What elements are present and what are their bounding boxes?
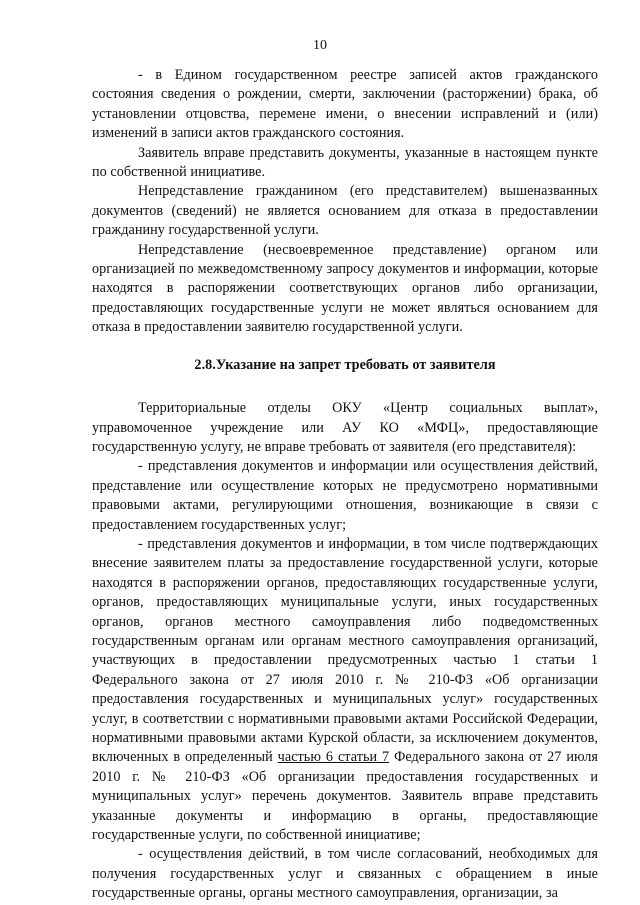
paragraph-registry-info: - в Едином государственном реестре записей актов гражданского состояния сведения о рождении, смерти, заключении (расторжении) брака, об установлении отцовства, перемене имени, о внесении исправлений и (или) изменений в записи актов гражданского состояния.: [92, 67, 598, 142]
paragraph-interagency-request: Непредставление (несвоевременное представление) органом или организацией по межведомственному запросу документов и информации, которые находятся в распоряжении соответствующих органов либо организации, предоставляющих государственные услуги не может являться основанием для отказа в предоставлении заявителю государственной услуги.: [92, 241, 598, 336]
list-item-documents-in-possession: [92, 535, 598, 846]
section-heading: 2.8.Указание на запрет требовать от заявителя: [194, 356, 496, 373]
paragraph-applicant-right: Заявитель вправе представить документы, указанные в настоящем пункте по собственной инициативе.: [92, 144, 598, 181]
list-item-actions-not-required: - осуществления действий, в том числе согласований, необходимых для получения государственных услуг и связанных с обращением в иные государственные органы, органы местного самоуправления, организации, за: [92, 846, 598, 902]
paragraph-prohibition-intro: Территориальные отделы ОКУ «Центр социальных выплат», управомоченное учреждение или АУ КО «МФЦ», предоставляющие государственную услугу, не вправе требовать от заявителя (его представителя):: [92, 400, 598, 455]
list-item-text: Федерального закона от 27 июля 2010 г. № 210-ФЗ «Об организации предоставления государственных и муниципальных услуг» перечень документов. Заявитель вправе представить указанные документы и информацию в органы, предоставляющие государственные услуги, по собственной инициативе;: [92, 749, 598, 844]
law-reference-link[interactable]: частью 6 статьи 7: [277, 749, 390, 766]
list-item-text: - представления документов и информации, в том числе подтверждающих внесение заявителем платы за предоставление государственной услуги, которые находятся в распоряжении органов, предоставляющих государственные услуги, органов, предоставляющих муниципальные услуги, иных государственных органов, органов местного самоуправления либо подведомственных государственным органам или органам местного самоуправления организаций, участвующих в предоставлении предусмотренных частью 1 статьи 1 Федерального закона от 27 июля 2010 г. № 210-ФЗ «Об организации предоставления государственных и муниципальных услуг» государственных услуг, в соответствии с нормативными правовыми актами Российской Федерации, нормативными правовыми актами Курской области, за исключением документов, включенных в определенный: [92, 535, 598, 766]
page-number: 10: [313, 38, 327, 53]
list-item-documents-not-required: - представления документов и информации или осуществления действий, представление или осуществление которых не предусмотрено нормативными правовыми актами, регулирующими отношения, возникающие в связи с предоставлением государственных услуг;: [92, 458, 598, 533]
paragraph-non-submission: Непредставление гражданином (его представителем) вышеназванных документов (сведений) не является основанием для отказа в предоставлении гражданину государственной услуги.: [92, 183, 598, 239]
document-body: [92, 66, 598, 904]
